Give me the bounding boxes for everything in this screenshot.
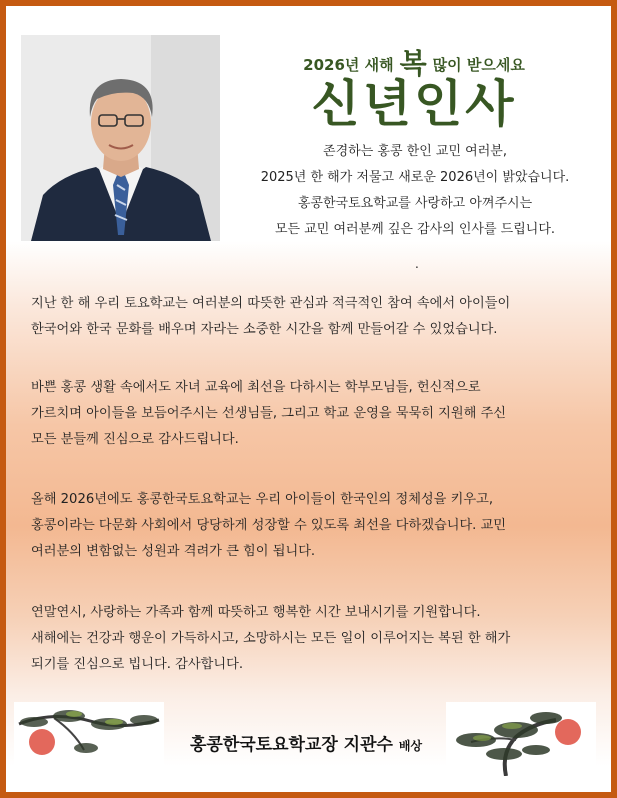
principal-photo — [21, 35, 220, 241]
signature — [156, 730, 456, 755]
intro-line: 존경하는 홍콩 한인 교민 여러분, — [323, 144, 507, 159]
intro-block — [236, 139, 594, 243]
intro-line: 2025년 한 해가 저물고 새로운 2026년이 밝았습니다. — [260, 170, 570, 185]
intro-line: 모든 교민 여러분께 깊은 감사의 인사를 드립니다. — [274, 222, 556, 237]
paragraph-2 — [31, 375, 609, 453]
paragraph-line: 모든 분들께 진심으로 감사드립니다. — [31, 432, 239, 447]
paragraph-line: 연말연시, 사랑하는 가족과 함께 따뜻하고 행복한 시간 보내시기를 기원합니다. — [31, 605, 481, 620]
paragraph-line: 가르치며 아이들을 보듬어주시는 선생님들, 그리고 학교 운영을 묵묵히 지원해 주신 — [31, 406, 507, 421]
paragraph-line: 올해 2026년에도 홍콩한국토요학교는 우리 아이들이 한국인의 정체성을 키우고, — [31, 492, 494, 507]
paragraph-line: 한국어와 한국 문화를 배우며 자라는 소중한 시간을 함께 만들어갈 수 있었습니다. — [31, 322, 498, 337]
pine-branch-sun-painting — [14, 702, 164, 776]
greeting-prefix: 2026년 새해 — [303, 56, 394, 74]
paragraph-3 — [31, 487, 609, 565]
signature-name: 홍콩한국토요학교장 지관수 — [189, 735, 393, 755]
pine-tree-sun-painting — [446, 702, 596, 776]
paragraph-line: 되기를 진심으로 빕니다. 감사합니다. — [31, 657, 244, 672]
intro-line: 홍콩한국토요학교를 사랑하고 아껴주시는 — [297, 196, 533, 211]
paragraph-4 — [31, 600, 609, 678]
intro-dot: . — [415, 257, 419, 271]
paragraph-line: 홍콩이라는 다문화 사회에서 당당하게 성장할 수 있도록 최선을 다하겠습니다. 교민 — [31, 518, 507, 533]
signature-suffix: 배상 — [398, 739, 423, 753]
paragraph-1 — [31, 291, 609, 343]
paragraph-line: 새해에는 건강과 행운이 가득하시고, 소망하시는 모든 일이 이루어지는 복된 한 해가 — [31, 631, 511, 646]
greeting-suffix: 많이 받으세요 — [432, 56, 525, 74]
page-title: 신년인사 — [311, 75, 517, 133]
greeting-bok: 복 — [399, 47, 427, 80]
paragraph-line: 바쁜 홍콩 생활 속에서도 자녀 교육에 최선을 다하시는 학부모님들, 헌신적으로 — [31, 380, 481, 395]
paragraph-line: 지난 한 해 우리 토요학교는 여러분의 따뜻한 관심과 적극적인 참여 속에서 아이들이 — [31, 296, 511, 311]
paragraph-line: 여러분의 변함없는 성원과 격려가 큰 힘이 됩니다. — [31, 544, 316, 559]
